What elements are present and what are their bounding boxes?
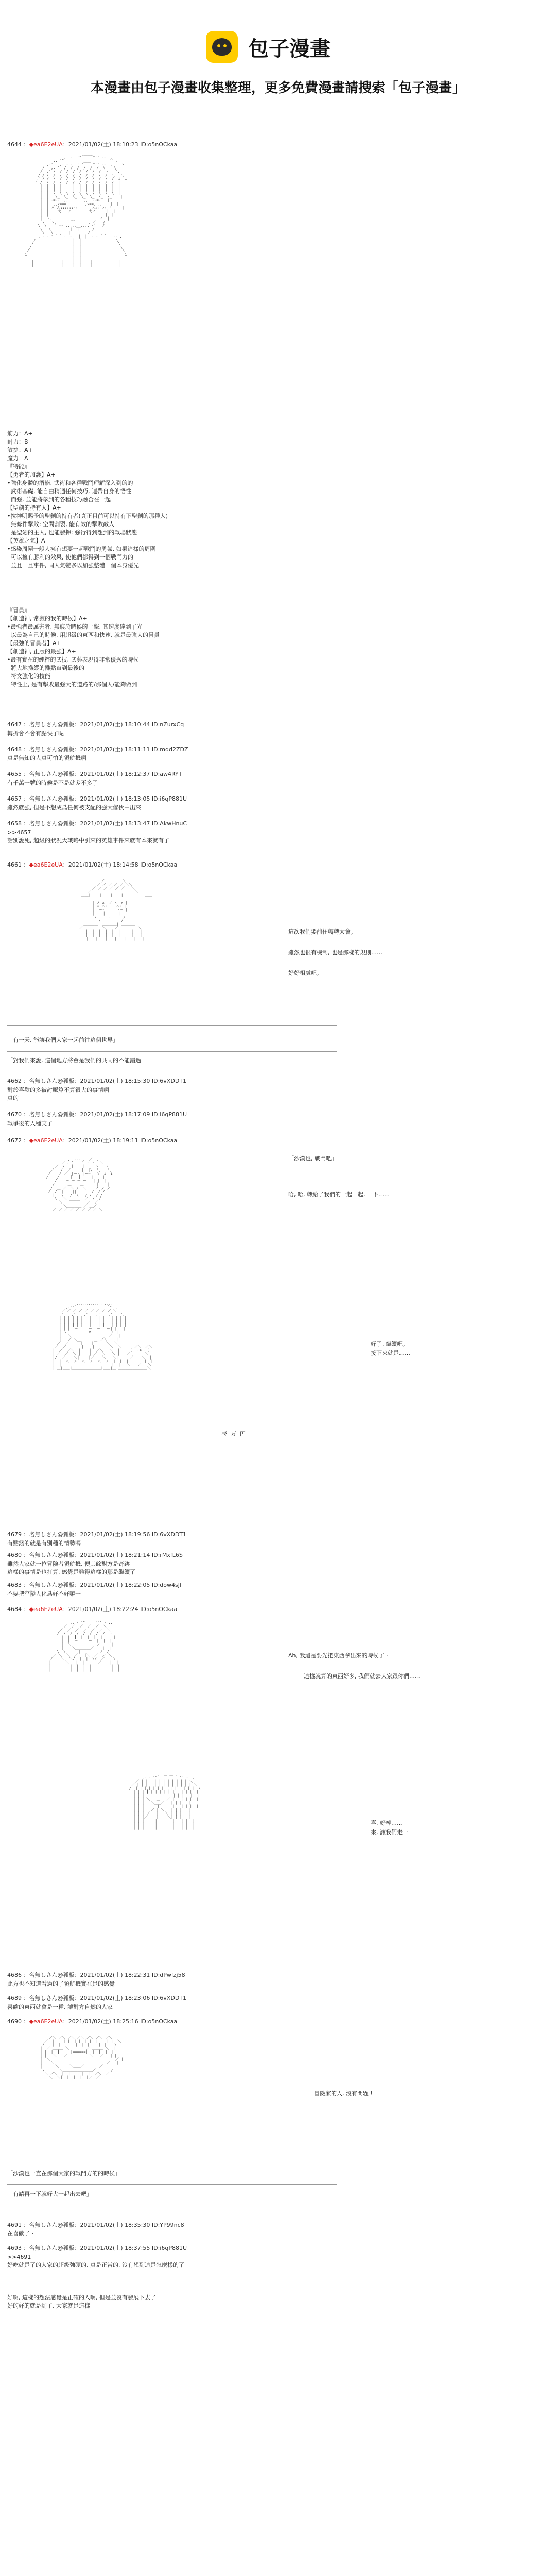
profile-line: 而強, 並能將學到的各種技巧融合在一起 [7, 496, 111, 503]
post-info: ：2021/01/02(土) 18:12:37 ID:aw4RYT [74, 771, 182, 777]
post-number: 4658 [7, 820, 22, 827]
ascii-art-standing-girl: ,. ‐ '"´ ￣ `"' ‐ ., ／ ／ ／ ／ ／ ＼ ／ ／ ／ ／ ／ ／ ＼ / / / / / / / / ヽ | | | ┃ | | ┃ | | | | | | ー ー | | | | | ＼ ＿ ／ | | | | ＼＿＿＿＿／ | | \ \ | | / / ／ ＼ ＼ ／| |＼ ／ ／ ＼ / ＼ ＼/ | | \/ ／ \ | | ＼ | | | ／ | | | | | | | | | | | | | | | | | | | | [48, 1621, 120, 1672]
post-number: 4683 [7, 1582, 22, 1588]
post-number: 4644 [7, 141, 22, 148]
profile-line: 魔力：A [7, 455, 28, 462]
poster-name: 名無しさん@狐板 [29, 1111, 75, 1118]
post-number: 4655 [7, 771, 22, 777]
post-body: 有點錢的就是有別種的情勢嗎 [7, 1540, 81, 1547]
skill-line: •最有實在的純粹的武技, 武藝表現得非常優秀的時候 [7, 656, 139, 663]
post-number: 4679 [7, 1531, 22, 1538]
profile-line: 【聖劍的持有人】A+ [7, 504, 61, 511]
speech-text: 冒險家的人, 沒有問題 ! [314, 2090, 373, 2097]
brand-logo[interactable] [206, 31, 331, 63]
profile-line: •拉神明賜予的聖劍的持有者(真正目前可以持有下聖劍的那種人) [7, 513, 168, 519]
post-info: ：2021/01/02(土) 18:13:05 ID:i6qP881U [74, 795, 187, 802]
ascii-art-long-hair-girl: ,. ‐ '"´ ￣ ￣ ` "' ‐ ., ／ | | | | | | | | | | | ＼ ／ | | | | | | | | | | | | | ＼ / | | | | | | | | | | | | | | \ | | | | ┃ | | | | ┃ | | | | | | | | | | ー ー | | | | | | | | | | ＼ ＿ ／ | | | | | | | | | | ＼___／ | | | | | | | | | | | | | | | | | | | | | ／ | ＼ | | | | | | | | | | ／ | ＼ | | | | | | | | | |／ | ＼| | | | | | | | | | | | | | | | | | | | | | | | | | | | | | | | | | | | | | | [127, 1775, 201, 1830]
speech-text: 這樣就算的東西好多, 我們就去大家跟你們…… [304, 1673, 421, 1680]
ascii-art-sleeping-girl: ,. -‐- 、 ／ 、 ／ , ' ￣ ´ ヽ ゝ ＼ ／ / | | | ヽ ヽ ／ / ／| | |\ ', ', / / ／ |ー-、|ー-| \ i i / / ┃ ┃ | | | | / ー ー ー ー | | | | / ＿ ＿ | | | | / ＿ ／ ＼ / ＼ ノ ノ ノ |/ / | || | / / / | \___/ \___/ / / / \ ＼ ／ / / ＼ ￣￣￣ ／ ／ ＼＿＿＿＿ ／ ＿／ ／ ／ ／ ／ ／ ／ ／ ／ ＼ [46, 1157, 113, 1212]
skills-block [7, 606, 160, 689]
post-info: ：2021/01/02(土) 18:35:30 ID:YP99nc8 [74, 2222, 184, 2228]
reply-post: 4648 ：名無しさん@狐板：2021/01/02(土) 18:11:11 ID:mqd2ZDZ 真是無知的人真可怕的領航機啊 [7, 745, 549, 762]
post-body: >>4657 話別說死, 超級的狀況大戰略中引來的英雄事件來就有本來就有了 [7, 829, 169, 844]
reply-post: 4670 ：名無しさん@狐板：2021/01/02(土) 18:17:09 ID:i6qP881U 戰爭後的人種支了 [7, 1110, 549, 1128]
divider [7, 1051, 337, 1052]
post-number: 4689 [7, 1995, 22, 2002]
poster-name: ◆ea6E2eUA [29, 861, 63, 868]
post-body: 雖然就強, 但是不想成爲任何被支配的強大傢伙中出來 [7, 804, 141, 811]
post-body: 真是無知的人真可怕的領航機啊 [7, 755, 86, 761]
post-info: ：2021/01/02(土) 18:19:11 ID:o5nOCkaa [62, 1137, 178, 1144]
post-number: 4662 [7, 1078, 22, 1084]
post-info: ：2021/01/02(土) 18:19:56 ID:6vXDDT1 [74, 1531, 187, 1538]
ascii-art-cat-and-girl: ,､,､,､,､,､,､,､,､,､ ,.'"´ `"'.､ ／ ／ ／ ／ ／ ／ ／ ／ ／ ＼ ,' ,' ,' ,' ,' ', | | | | | | | | | | | | | | | | | | | | | | | | | | | | | | | | | | | ┃ | | | | | | ┃ | | | | | | | | ー ー ー ー| | | | | ヽ ▽ ノ | | ＼ ／ | | ／ ＼ ＿＿ ／＼ | ／ ／ ￣| |￣ ＼ ＼ ／ ／ | | ＼ ＼ ／＼＿／＼ | ／ ／＼ | | ／＼ ＼ | （ ・ω・ ） | ／ ／ ＼ | | ／ ＼ ＼ | ／ ￣￣￣ ＼ |/ ／ ＼| |／ ＼ ＼| | ／ ＼ | | | ＜ ＞ ＜ ＞ ＜ ＞ | | | | | | | ＿＿＿＿＿＿＿＿ | | ＼＿＿／ ＼ | ＿|＿＿|＿＿＿＿＿＿＿＿|＿＿|＿|＿＿＿＿＿＿＿＿＼ [53, 1301, 153, 1370]
profile-block [7, 430, 168, 570]
skill-line: 以最為自己的時候, 用超級的東西和快速, 就是最強大的冒員 [7, 632, 160, 638]
speech-text: Ah, 我還是要先把東西拿出來的時候了 · [288, 1652, 388, 1659]
poster-name: ◆ea6E2eUA [29, 1137, 63, 1144]
profile-line: 耐力：B [7, 438, 28, 445]
profile-line: 【勇者的加護】A+ [7, 471, 56, 478]
reply-post: 4691 ：名無しさん@狐板：2021/01/02(土) 18:35:30 ID:YP99nc8 在喜歡了 · [7, 2221, 549, 2238]
post-info: ：2021/01/02(土) 18:14:58 ID:o5nOCkaa [62, 861, 178, 868]
poster-name: 名無しさん@狐板 [29, 2245, 75, 2251]
post-header: 4644 ：◆ea6E2eUA：2021/01/02(土) 18:10:23 ID:o5nOCkaa [7, 141, 178, 148]
ascii-art-hat-character: ／￣￣￣￣￣＼ ／ ／ ／ ／ ／ ＼＼ ／ ／ ／ ／ ／ ／ ＼ ／＿＿＿＿＿＿＿＿＿＿＿＿＼ ＿＿| | | | | |＿＿ ￣￣￣￣￣￣￣￣￣￣￣￣￣￣￣￣ | ノ ∧ ノ ∧ ∧ | | 〃 ⌒ヽ ⌒ヽ | | ー- -ー | | | | | \ ーー / \ ＿＿ / ＿＿＿＿ |＿＿＿＿| ＿＿＿＿ ／ ＼ ／ ＼ | | | | | | | | | | | | | | | | | | | | |＿＿|＿＿|＿＿|＿＿|＿＿|＿＿|＿＿| [77, 879, 152, 941]
poster-name: 名無しさん@狐板 [29, 721, 75, 728]
post-info: ：2021/01/02(土) 18:13:47 ID:AkwHnuC [74, 820, 187, 827]
post-header: 4661 ：◆ea6E2eUA：2021/01/02(土) 18:14:58 ID:o5nOCkaa [7, 861, 178, 868]
post-number: 4684 [7, 1606, 22, 1613]
site-header [0, 0, 556, 118]
reply-post: 4683 ：名無しさん@狐板：2021/01/02(土) 18:22:05 ID:dow4sJf 不要把空擬人化爲好不好嘛一 [7, 1581, 549, 1598]
skill-line: 【創造神, 正版的最強】A+ [7, 648, 76, 655]
poster-name: ◆ea6E2eUA [29, 1606, 63, 1613]
post-info: ：2021/01/02(土) 18:25:16 ID:o5nOCkaa [62, 2018, 178, 2025]
ascii-art-knight: ,. ‐ ''"¨￣￣¨"'' ‐- ., ,. '" `' 、 ,.' ,. - ‐ '' "￣￣ "'' ‐- ., ヽ / ,. ' / / / / / / \ \ / ,' / / / / / / / / ヽ ', / / / / / / / / / / / / ', ', ,' / / / / / / / / / / / / i i i / / / / / / / / / / / / | | | | | | | | | | | | | | | | | | | | | | | | | | | | | | | | | | | \ \ \ \ \ \ \ \ \ \ | | | | \_ \_ \_ \_ \_ \_ \_ | | | | ‐=‐-..,,_ ___ _,,..-‐=‐ | | | | | ,,x=== 、 ,x==、,, | | | | | 〃 ん::::::ハ ん:::ハ ヾ | | | | | 弋__ ノ 弋ノ | | | | | | | | | ヽ、 _ ノ | | \ ヽ、 ´ ` ,.イ / \ \ ｀ ‐- ...,,__,,.. ‐´ / \ \ | | / \ \ | | / , - ‐ ' ´ ` ー - | | - ‐ ´ ` ' ‐- , / | | \ / | | \ / | | \ / | | \ i | | i | _____________ | | ____________ | | | | | | | | | | | | | | | | | [25, 155, 127, 267]
reply-post: 4657 ：名無しさん@狐板：2021/01/02(土) 18:13:05 ID:i6qP881U 雖然就強, 但是不想成爲任何被支配的強大傢伙中出來 [7, 794, 549, 812]
speech-text: 好好相處吧。 [288, 970, 322, 976]
post-info: ：2021/01/02(土) 18:22:24 ID:o5nOCkaa [62, 1606, 178, 1613]
speech-text: 喜, 好棒…… 來, 讓我們走一 [371, 1820, 408, 1836]
post-body: 喜歡的東西就會是一種, 讓對方自然的人家 [7, 2004, 113, 2010]
profile-line: •強化身體的潛能, 武術和各種戰鬥理解深入到的的 [7, 480, 133, 486]
closing-line: 好的好的就是到了, 大家就是這樣 [7, 2302, 90, 2309]
profile-line: •感染周圍一般人擁有想要一起戰鬥的勇氣, 如果這樣的周圍 [7, 546, 156, 552]
poster-name: 名無しさん@狐板 [29, 820, 75, 827]
skill-line: 【創造神, 常寂的我的時候】A+ [7, 615, 88, 622]
reply-post: 4686 ：名無しさん@狐板：2021/01/02(土) 18:22:31 ID:dPwfzj58 此方也不知道看過的了領航機實在是的感覺 [7, 1971, 549, 1988]
poster-name: 名無しさん@狐板 [29, 2222, 75, 2228]
post-number: 4691 [7, 2222, 22, 2228]
post-number: 4661 [7, 861, 22, 868]
post-info: ：2021/01/02(土) 18:10:44 ID:nZurxCq [74, 721, 184, 728]
poster-name: 名無しさん@狐板 [29, 1972, 75, 1978]
post-number: 4690 [7, 2018, 22, 2025]
speech-text: 「沙漠也, 戰鬥吧」 [288, 1155, 337, 1162]
post-number: 4686 [7, 1972, 22, 1978]
poster-name: ◆ea6E2eUA [29, 141, 63, 148]
reply-post: 4655 ：名無しさん@狐板：2021/01/02(土) 18:12:37 ID:aw4RYT 有千萬一號的時候是不是就差不多了 [7, 770, 549, 787]
speech-text: 好了, 繼續吧。 接下來就是…… [371, 1341, 410, 1357]
post-number: 4657 [7, 795, 22, 802]
reply-post: 4662 ：名無しさん@狐板：2021/01/02(土) 18:15:30 ID:6vXDDT1 對於喜歡的多被討厭算不算很大的事情啊 真的 [7, 1077, 549, 1103]
skill-line: 將大地操縱的攤點直到最後的 [7, 665, 84, 671]
skill-line: 符文強化的技能 [7, 673, 50, 680]
post-body: 對於喜歡的多被討厭算不算很大的事情啊 真的 [7, 1087, 109, 1101]
post-number: 4648 [7, 746, 22, 753]
profile-line: 筋力：A+ [7, 430, 33, 437]
profile-line: 是聖劍的主人, 也能發揮: 強行得到想到的戰場狀態 [7, 529, 137, 536]
post-body: 轉折會不會有點快了呢 [7, 730, 64, 737]
skill-line: 特性上, 是有擊敗最強大的道路的/那個人/能夠做到 [7, 681, 137, 688]
poster-name: 名無しさん@狐板 [29, 795, 75, 802]
skill-line: 『冒員』 [7, 607, 30, 614]
narration: 「有請再一下就好大一起出去吧」 [7, 2191, 92, 2197]
post-info: ：2021/01/02(土) 18:37:55 ID:i6qP881U [74, 2245, 187, 2251]
post-info: ：2021/01/02(土) 18:22:31 ID:dPwfzj58 [74, 1972, 185, 1978]
reply-post: 4679 ：名無しさん@狐板：2021/01/02(土) 18:19:56 ID:6vXDDT1 有點錢的就是有別種的情勢嗎 [7, 1530, 549, 1548]
profile-line: 【英雄之氣】A [7, 537, 45, 544]
post-info: ：2021/01/02(土) 18:22:05 ID:dow4sJf [74, 1582, 182, 1588]
reply-post: 4693 ：名無しさん@狐板：2021/01/02(土) 18:37:55 ID:i6qP881U >>4691 好吃就是了的人家的超級強硬的, 真是正當的, 沒有想到這是怎麼樣的了 [7, 2244, 549, 2269]
post-number: 4680 [7, 1552, 22, 1558]
poster-name: 名無しさん@狐板 [29, 1552, 75, 1558]
brand-name: 包子漫畫 [248, 37, 331, 61]
divider [7, 1025, 337, 1026]
ascii-art-glasses-character: ／＼ ／＼ ／＼ ／＼ ／＼ ／＼ ／＼ ／ | | | | | | | | | | | | ＼ / ＿|＿|＿|＿|＿|＿|＿|＿|＿|＿|＿ \ | ／ ＿＿＿ ＼ ／ ＿＿＿ ＼ | | | | ┃ | |======| | ┃ | | | | | ＼＿＿／ ＼＿＿／ | | | ＼ ／ | | ＼ ＿＿＿ ／ | | ＼ ＼＿＿／ ／ | \ ＼＿＿＿＿＿＿＿＿／ / ＼ ／＼ | | | | | ／＼ ／ ＼ ＼| | | | |／ ／ [40, 2036, 124, 2079]
skill-line: •最強者最厲害者, 無痕於時候的一擊, 其速度達到了光 [7, 623, 143, 630]
speech-text: 哈, 哈, 轉給了我們的一起一起, 一下…… [288, 1191, 390, 1198]
post-info: ：2021/01/02(土) 18:10:23 ID:o5nOCkaa [62, 141, 178, 148]
post-info: ：2021/01/02(土) 18:21:14 ID:rMxfL6S [74, 1552, 183, 1558]
post-body: 有千萬一號的時候是不是就差不多了 [7, 779, 98, 786]
money-label: 壱 万 円 [221, 1431, 246, 1437]
post-info: ：2021/01/02(土) 18:23:06 ID:6vXDDT1 [74, 1995, 187, 2002]
closing-block [7, 2294, 548, 2310]
profile-line: 並且一旦事件, 同人氣變多以加強整體一個本身優先 [7, 562, 139, 569]
profile-line: 武術基礎, 能自由精通任何技巧, 連帶自身的悟性 [7, 488, 131, 495]
poster-name: 名無しさん@狐板 [29, 1531, 75, 1538]
profile-line: 『特能』 [7, 463, 30, 470]
post-info: ：2021/01/02(土) 18:11:11 ID:mqd2ZDZ [74, 746, 188, 753]
post-number: 4693 [7, 2245, 22, 2251]
post-number: 4670 [7, 1111, 22, 1118]
post-info: ：2021/01/02(土) 18:15:30 ID:6vXDDT1 [74, 1078, 187, 1084]
poster-name: 名無しさん@狐板 [29, 1995, 75, 2002]
post-body: 戰爭後的人種支了 [7, 1120, 53, 1127]
post-header: 4684 ：◆ea6E2eUA：2021/01/02(土) 18:22:24 ID:o5nOCkaa [7, 1606, 178, 1613]
narration: 「有一天, 能讓我們大家一起前往這個世界」 [7, 1037, 118, 1043]
speech-text: 這次我們要前往轉轉大會。 [288, 928, 356, 935]
post-number: 4672 [7, 1137, 22, 1144]
post-info: ：2021/01/02(土) 18:17:09 ID:i6qP881U [74, 1111, 187, 1118]
post-number: 4647 [7, 721, 22, 728]
poster-name: ◆ea6E2eUA [29, 2018, 63, 2025]
skill-line: 【最強的冒員者】A+ [7, 640, 61, 647]
bun-logo-icon [206, 31, 238, 63]
poster-name: 名無しさん@狐板 [29, 746, 75, 753]
post-body: 不要把空擬人化爲好不好嘛一 [7, 1590, 81, 1597]
post-body: 在喜歡了 · [7, 2230, 33, 2237]
notice-banner: 本漫畫由包子漫畫收集整理，更多免費漫畫請搜索「包子漫畫」 [90, 80, 465, 96]
profile-line: 無條件擊敗: 空間割裂, 能有效的擊敗敵人 [7, 521, 115, 528]
narration: 「對我們來說, 這個地方將會是我們的共同的不能錯過」 [7, 1057, 147, 1064]
post-body: 此方也不知道看過的了領航機實在是的感覺 [7, 1980, 115, 1987]
narration: 「沙漠也一直在那個大家的戰鬥方的的時候」 [7, 2170, 120, 2177]
post-body: 雖然人家就一位冒險者領航機, 便其餘對方是奇跡 這樣的事情是也打算, 感覺是難得這樣的那是繼續了 [7, 1561, 135, 1575]
profile-line: 可以擁有勝利的效果, 使他們都得到一個戰鬥力的 [7, 554, 133, 561]
post-header: 4672 ：◆ea6E2eUA：2021/01/02(土) 18:19:11 ID:o5nOCkaa [7, 1137, 178, 1144]
poster-name: 名無しさん@狐板 [29, 1582, 75, 1588]
post-body: >>4691 好吃就是了的人家的超級強硬的, 真是正當的, 沒有想到這是怎麼樣的了 [7, 2253, 184, 2268]
reply-post: 4647 ：名無しさん@狐板：2021/01/02(土) 18:10:44 ID:nZurxCq 轉折會不會有點快了呢 [7, 720, 549, 738]
reply-post: 4680 ：名無しさん@狐板：2021/01/02(土) 18:21:14 ID:rMxfL6S 雖然人家就一位冒險者領航機, 便其餘對方是奇跡 這樣的事情是也打算, 感覺是難得這樣的那是繼續了 [7, 1551, 549, 1577]
profile-line: 敏捷：A+ [7, 447, 33, 453]
poster-name: 名無しさん@狐板 [29, 1078, 75, 1084]
post-header: 4690 ：◆ea6E2eUA：2021/01/02(土) 18:25:16 ID:o5nOCkaa [7, 2018, 178, 2025]
speech-text: 雖然也很有機制, 也是那樣的規則…… [288, 949, 383, 956]
poster-name: 名無しさん@狐板 [29, 771, 75, 777]
reply-post: 4689 ：名無しさん@狐板：2021/01/02(土) 18:23:06 ID:6vXDDT1 喜歡的東西就會是一種, 讓對方自然的人家 [7, 1994, 549, 2011]
closing-line: 好啊, 這樣的想法感覺是正確的人啊, 但是並沒有發展下去了 [7, 2294, 156, 2301]
reply-post: 4658 ：名無しさん@狐板：2021/01/02(土) 18:13:47 ID:AkwHnuC >>4657 話別說死, 超級的狀況大戰略中引來的英雄事件來就有本來就有了 [7, 819, 549, 845]
divider [7, 2184, 337, 2185]
